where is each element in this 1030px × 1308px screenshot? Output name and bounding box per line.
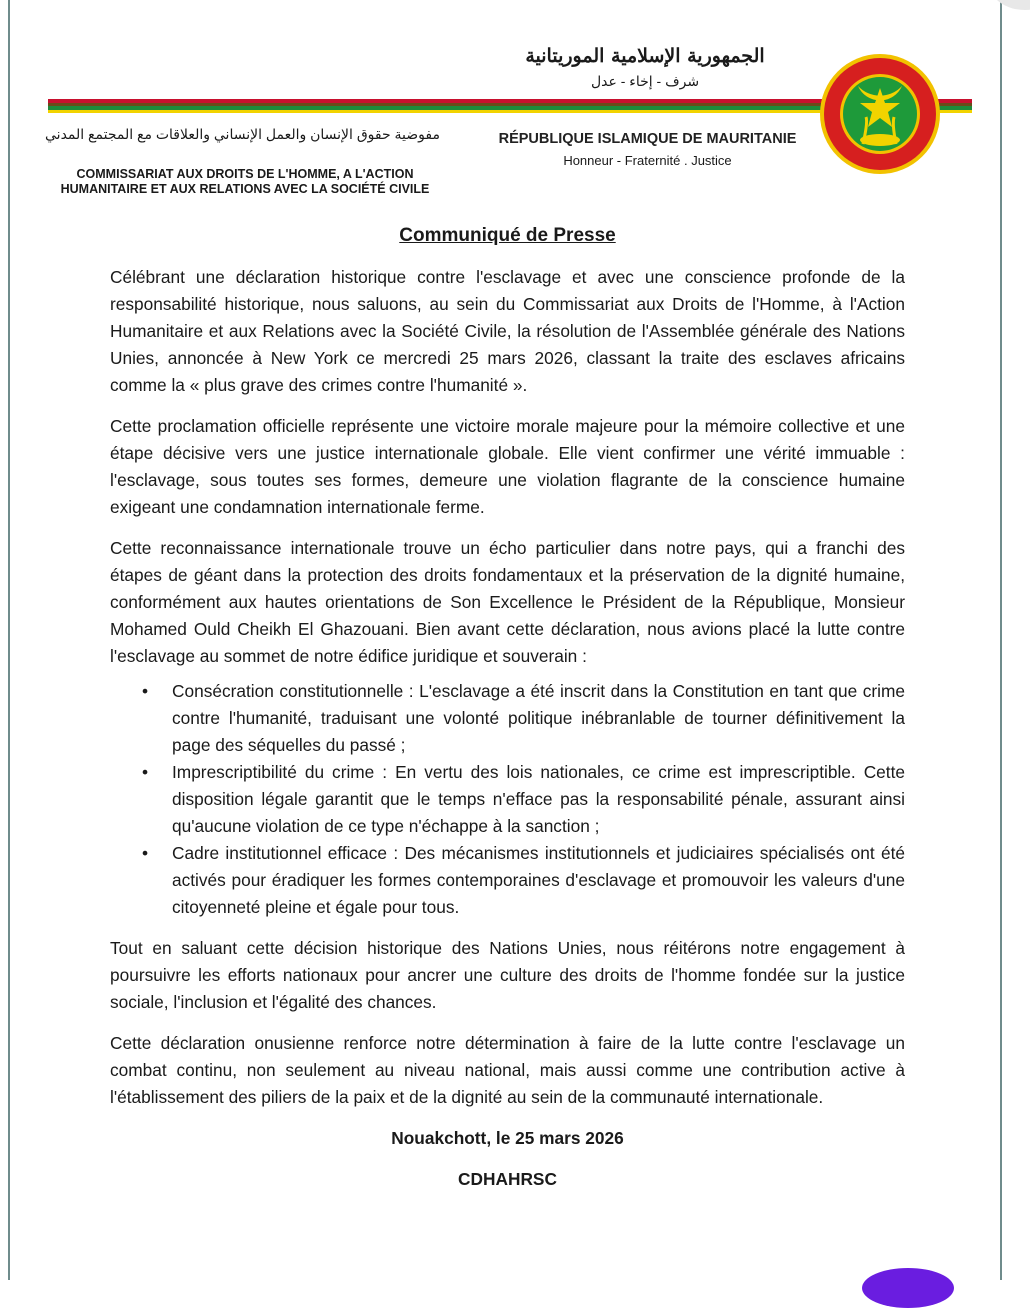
place-date: Nouakchott, le 25 mars 2026 xyxy=(391,1128,624,1148)
bullet-item: • Consécration constitutionnelle : L'esclavage a été inscrit dans la Constitution en tant que crime contre l'humanité, traduisant une volonté politique inébranlable de tourner définitivement la page des séquelles du passé ; xyxy=(110,678,905,759)
bullet-item: • Imprescriptibilité du crime : En vertu des lois nationales, ce crime est imprescriptible. Cette disposition légale garantit que le temps n'efface pas la responsabilité pénale, assurant ainsi qu'aucune violation de ce type n'échappe à la sanction ; xyxy=(110,759,905,840)
commission-line-1: COMMISSARIAT AUX DROITS DE L'HOMME, A L'ACTION xyxy=(76,167,414,181)
floating-button[interactable] xyxy=(862,1268,954,1308)
paragraph: Célébrant une déclaration historique contre l'esclavage et avec une conscience profonde de la responsabilité historique, nous saluons, au sein du Commissariat aux Droits de l'Homme, à l'Action Humanitaire et aux Relations avec la Société Civile, la résolution de l'Assemblée générale des Nations Unies, annoncée à New York ce mercredi 25 mars 2026, classant la traite des esclaves africains comme la « plus grave des crimes contre l'humanité ». xyxy=(110,267,905,395)
paragraph: Cette reconnaissance internationale trouve un écho particulier dans notre pays, qui a franchi des étapes de géant dans la protection des droits fondamentaux et la préservation de la dignité humaine, conformément aux hautes orientations de Son Excellence le Président de la République, Monsieur Mohamed Ould Cheikh El Ghazouani. Bien avant cette déclaration, nous avions placé la lutte contre l'esclavage au sommet de notre édifice juridique et souverain : xyxy=(110,538,905,666)
commission-line-2: HUMANITAIRE ET AUX RELATIONS AVEC LA SOCIÉTÉ CIVILE xyxy=(60,182,430,196)
paragraph: Cette proclamation officielle représente une victoire morale majeure pour la mémoire collective et une étape décisive vers une justice internationale globale. Elle vient confirmer une vérité immuable : l'esclavage, sous toutes ses formes, demeure une violation flagrante de la conscience humaine exigeant une condamnation internationale ferme. xyxy=(110,416,905,517)
republic-name: RÉPUBLIQUE ISLAMIQUE DE MAURITANIE xyxy=(498,131,797,147)
arabic-motto: شرف - إخاء - عدل xyxy=(590,73,700,89)
arabic-commission-name: مفوضية حقوق الإنسان والعمل الإنساني والعلاقات مع المجتمع المدني xyxy=(45,126,440,142)
commission-name xyxy=(45,167,445,197)
document-body xyxy=(110,264,905,1207)
republic-motto: Honneur - Fraternité . Justice xyxy=(563,153,732,168)
paragraph: Tout en saluant cette décision historique des Nations Unies, nous réitérons notre engagement à poursuivre les efforts nationaux pour ancrer une culture des droits de l'homme fondée sur la justice sociale, l'inclusion et l'égalité des chances. xyxy=(110,938,905,1012)
paragraph: Cette déclaration onusienne renforce notre détermination à faire de la lutte contre l'esclavage un combat continu, non seulement au niveau national, mais aussi comme une contribution active à l'établissement des piliers de la paix et de la dignité au sein de la communauté internationale. xyxy=(110,1033,905,1107)
national-emblem-icon xyxy=(818,52,942,176)
document-title: Communiqué de Presse xyxy=(399,225,616,246)
bullet-item: • Cadre institutionnel efficace : Des mécanismes institutionnels et judiciaires spécialisés ont été activés pour éradiquer les formes contemporaines d'esclavage et promouvoir les valeurs d'une citoyenneté pleine et égale pour tous. xyxy=(110,840,905,921)
signature: CDHAHRSC xyxy=(458,1169,557,1189)
arabic-republic-title: الجمهورية الإسلامية الموريتانية xyxy=(525,45,765,67)
bullet-list xyxy=(110,678,905,921)
